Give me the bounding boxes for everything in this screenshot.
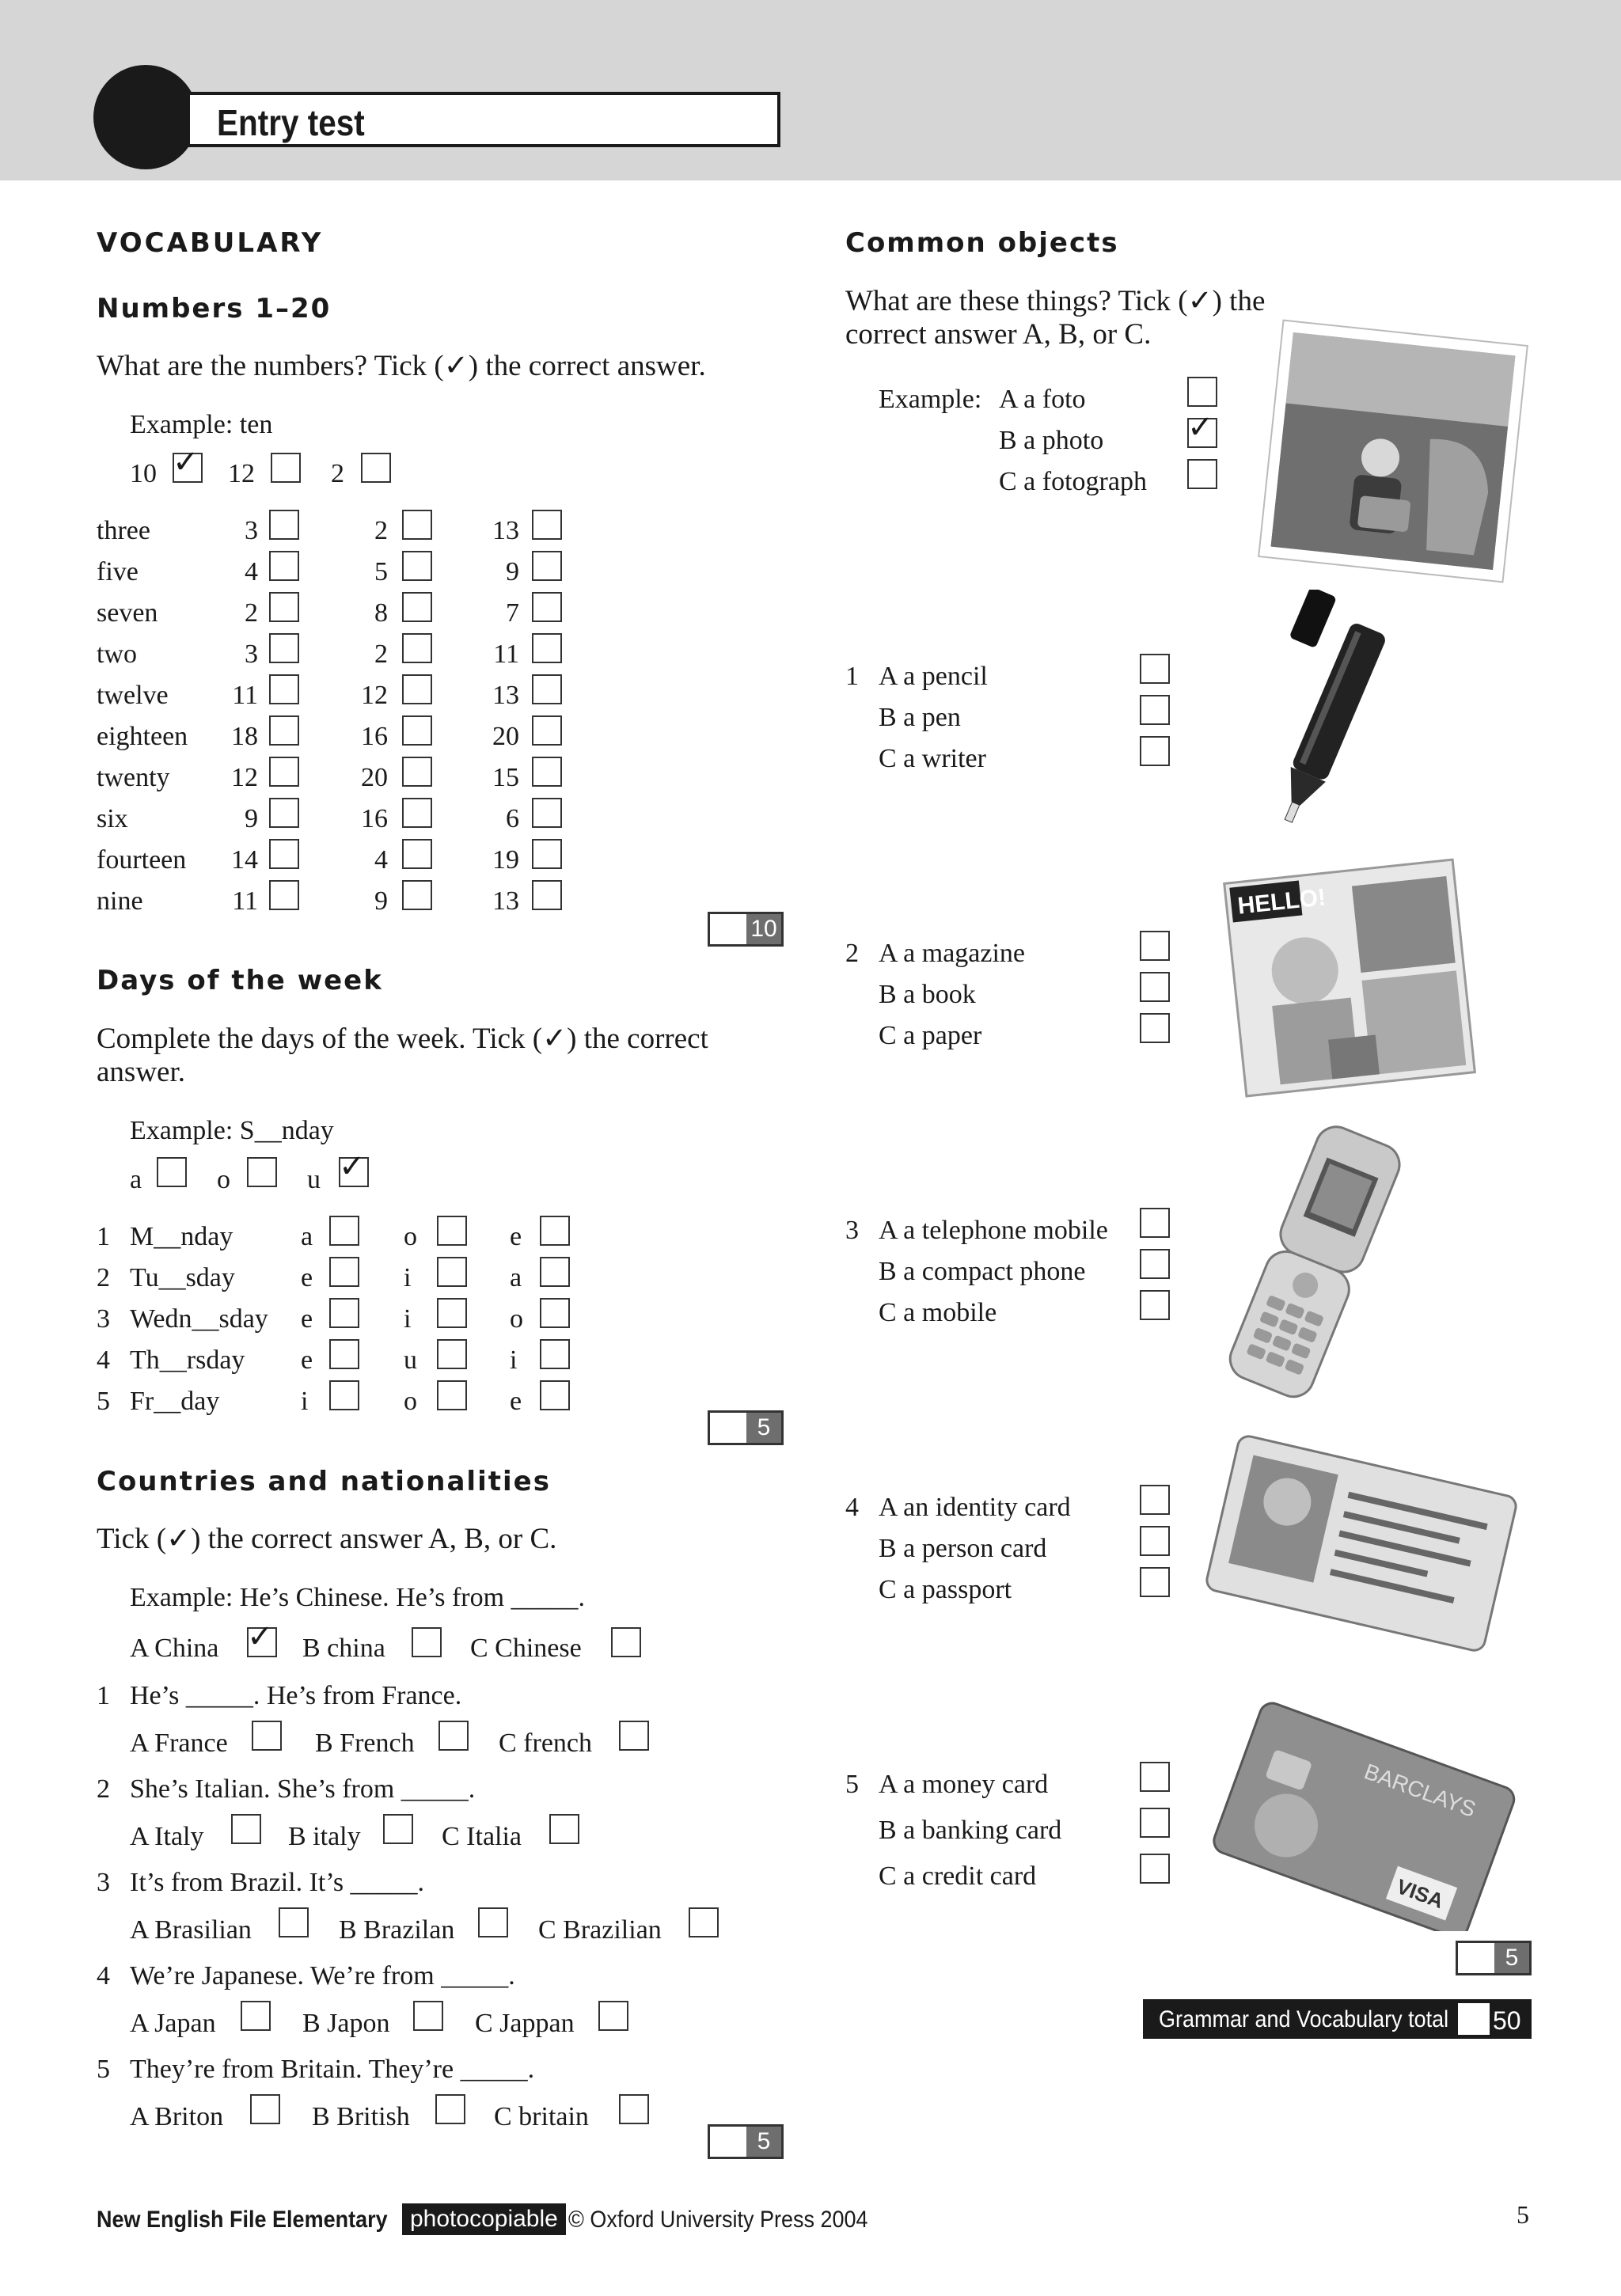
objects-example-label: Example: [879, 385, 982, 414]
example-option: o [217, 1165, 230, 1194]
answer-checkbox[interactable] [1140, 1526, 1170, 1556]
numbers-score: 10 [746, 914, 781, 944]
total-label: Grammar and Vocabulary total [1159, 2006, 1449, 2032]
vocabulary-heading: VOCABULARY [97, 227, 324, 259]
days-heading: Days of the week [97, 965, 383, 996]
answer-checkbox[interactable] [1140, 1762, 1170, 1792]
example-option: 2 [331, 459, 344, 488]
total-bar [1143, 1999, 1532, 2039]
answer-option: B Japon [302, 2009, 390, 2038]
card-brand: BARCLAYS [1361, 1759, 1479, 1822]
answer-option: A an identity card [879, 1493, 1071, 1522]
number-option: 20 [492, 722, 519, 751]
day-word: Fr__day [130, 1387, 220, 1416]
letter-option: u [404, 1345, 417, 1375]
letter-option: i [301, 1387, 309, 1416]
letter-option: e [510, 1387, 522, 1416]
item-number: 5 [97, 1387, 110, 1416]
answer-option: B a banking card [879, 1816, 1062, 1845]
answer-checkbox[interactable] [532, 798, 562, 828]
number-option: 2 [374, 516, 388, 545]
objects-score-box [1456, 1941, 1532, 1975]
magazine-image [1203, 847, 1504, 1108]
number-option: 4 [374, 845, 388, 875]
answer-checkbox[interactable] [1140, 1249, 1170, 1279]
day-word: M__nday [130, 1222, 233, 1251]
answer-checkbox[interactable] [252, 1721, 282, 1751]
example-option: B a photo [999, 426, 1104, 455]
answer-option: C a mobile [879, 1298, 997, 1327]
answer-checkbox[interactable] [412, 1627, 442, 1657]
number-option: 18 [231, 722, 258, 751]
answer-checkbox[interactable] [540, 1339, 570, 1369]
day-word: Tu__sday [130, 1263, 235, 1292]
item-number: 3 [845, 1216, 859, 1245]
number-option: 13 [492, 681, 519, 710]
numbers-instruction: What are the numbers? Tick (✓) the correct answer. [97, 350, 706, 382]
question-text: We’re Japanese. We’re from _____. [130, 1961, 515, 1990]
letter-option: i [510, 1345, 518, 1375]
tick-mark: ✓ [339, 1148, 366, 1185]
example-option: 10 [130, 459, 157, 488]
days-score: 5 [746, 1413, 781, 1443]
countries-example: Example: He’s Chinese. He’s from _____. [130, 1583, 586, 1612]
number-option: 6 [506, 804, 519, 833]
number-option: 3 [245, 639, 258, 669]
answer-checkbox[interactable] [402, 510, 432, 540]
number-word: twenty [97, 763, 170, 792]
number-option: 20 [361, 763, 388, 792]
question-text: They’re from Britain. They’re _____. [130, 2055, 535, 2084]
answer-checkbox[interactable] [1187, 459, 1217, 489]
answer-checkbox[interactable] [279, 1907, 309, 1937]
letter-option: a [301, 1222, 313, 1251]
question-text: She’s Italian. She’s from _____. [130, 1774, 476, 1804]
answer-option: B British [312, 2102, 410, 2131]
tick-mark: ✓ [1187, 409, 1214, 446]
example-option: A China [130, 1634, 219, 1663]
answer-checkbox[interactable] [1140, 654, 1170, 684]
answer-checkbox[interactable] [269, 674, 299, 704]
answer-checkbox[interactable] [532, 510, 562, 540]
objects-heading: Common objects [845, 227, 1119, 259]
footer-copyright: © Oxford University Press 2004 [568, 2207, 868, 2233]
item-number: 4 [845, 1493, 859, 1522]
number-option: 16 [361, 804, 388, 833]
answer-checkbox[interactable] [619, 1721, 649, 1751]
number-option: 12 [231, 763, 258, 792]
answer-option: A Japan [130, 2009, 216, 2038]
answer-option: C Jappan [475, 2009, 575, 2038]
letter-option: o [510, 1304, 523, 1334]
tick-mark: ✓ [173, 444, 199, 480]
answer-option: C Italia [442, 1822, 522, 1851]
number-word: twelve [97, 681, 169, 710]
card-visa-logo: VISA [1393, 1874, 1447, 1914]
number-option: 3 [245, 516, 258, 545]
header-circle [93, 65, 198, 169]
countries-instruction: Tick (✓) the correct answer A, B, or C. [97, 1523, 557, 1555]
answer-checkbox[interactable] [435, 2094, 465, 2124]
countries-score: 5 [746, 2127, 781, 2157]
letter-option: e [301, 1304, 313, 1334]
answer-checkbox[interactable] [402, 798, 432, 828]
item-number: 1 [97, 1222, 110, 1251]
number-word: six [97, 804, 128, 833]
answer-checkbox[interactable] [1140, 1013, 1170, 1043]
answer-option: C a passport [879, 1575, 1012, 1604]
answer-checkbox[interactable] [269, 592, 299, 622]
answer-option: A Briton [130, 2102, 224, 2131]
answer-checkbox[interactable] [619, 2094, 649, 2124]
answer-checkbox[interactable] [1140, 1854, 1170, 1884]
answer-checkbox[interactable] [402, 715, 432, 746]
number-option: 19 [492, 845, 519, 875]
number-word: five [97, 557, 139, 586]
answer-checkbox[interactable] [540, 1298, 570, 1328]
answer-checkbox[interactable] [532, 674, 562, 704]
numbers-heading: Numbers 1–20 [97, 293, 332, 324]
total-answer-box[interactable] [1458, 2003, 1490, 2035]
answer-checkbox[interactable] [231, 1814, 261, 1844]
answer-checkbox[interactable] [540, 1216, 570, 1246]
example-option: C Chinese [470, 1634, 582, 1663]
answer-checkbox[interactable] [478, 1907, 508, 1937]
answer-option: C Brazilian [538, 1915, 662, 1945]
answer-checkbox[interactable] [329, 1339, 359, 1369]
number-word: seven [97, 598, 158, 628]
photo-image [1247, 317, 1539, 586]
answer-checkbox[interactable] [361, 453, 391, 483]
question-text: He’s _____. He’s from France. [130, 1681, 462, 1710]
answer-checkbox[interactable] [437, 1298, 467, 1328]
answer-option: A a money card [879, 1770, 1049, 1799]
letter-option: e [301, 1263, 313, 1292]
countries-score-box [708, 2124, 784, 2159]
objects-score: 5 [1494, 1943, 1529, 1973]
number-option: 8 [374, 598, 388, 628]
number-word: eighteen [97, 722, 188, 751]
tick-mark: ✓ [247, 1619, 274, 1655]
answer-checkbox[interactable] [1140, 736, 1170, 766]
answer-checkbox[interactable] [402, 880, 432, 910]
answer-checkbox[interactable] [247, 1619, 277, 1657]
item-number: 3 [97, 1304, 110, 1334]
answer-checkbox[interactable] [1187, 409, 1217, 448]
answer-checkbox[interactable] [413, 2001, 443, 2031]
answer-checkbox[interactable] [269, 510, 299, 540]
answer-checkbox[interactable] [157, 1157, 187, 1187]
answer-option: C a paper [879, 1021, 982, 1050]
number-option: 9 [245, 804, 258, 833]
number-option: 14 [231, 845, 258, 875]
number-option: 11 [232, 681, 258, 710]
item-number: 4 [97, 1961, 110, 1990]
letter-option: a [510, 1263, 522, 1292]
answer-option: B a book [879, 980, 976, 1009]
item-number: 2 [97, 1263, 110, 1292]
letter-option: o [404, 1222, 417, 1251]
question-text: It’s from Brazil. It’s _____. [130, 1868, 425, 1897]
answer-checkbox[interactable] [402, 551, 432, 581]
answer-checkbox[interactable] [532, 592, 562, 622]
number-option: 13 [492, 886, 519, 916]
item-number: 3 [97, 1868, 110, 1897]
number-option: 2 [245, 598, 258, 628]
number-option: 16 [361, 722, 388, 751]
answer-checkbox[interactable] [1140, 1208, 1170, 1238]
answer-checkbox[interactable] [437, 1339, 467, 1369]
page-number: 5 [1517, 2200, 1529, 2229]
answer-checkbox[interactable] [269, 798, 299, 828]
day-word: Th__rsday [130, 1345, 245, 1375]
answer-checkbox[interactable] [1140, 1290, 1170, 1320]
answer-checkbox[interactable] [383, 1814, 413, 1844]
answer-checkbox[interactable] [1140, 1567, 1170, 1597]
answer-checkbox[interactable] [402, 757, 432, 787]
number-option: 2 [374, 639, 388, 669]
answer-option: A a magazine [879, 939, 1026, 968]
item-number: 2 [97, 1774, 110, 1804]
answer-checkbox[interactable] [339, 1148, 369, 1187]
answer-checkbox[interactable] [1140, 1485, 1170, 1515]
answer-checkbox[interactable] [269, 839, 299, 869]
answer-checkbox[interactable] [532, 633, 562, 663]
number-option: 9 [506, 557, 519, 586]
answer-option: B a person card [879, 1534, 1047, 1563]
number-option: 12 [361, 681, 388, 710]
footer-book-title: New English File Elementary [97, 2207, 388, 2233]
page-title: Entry test [217, 102, 365, 143]
number-option: 11 [232, 886, 258, 916]
answer-checkbox[interactable] [532, 880, 562, 910]
answer-checkbox[interactable] [329, 1298, 359, 1328]
answer-option: B Brazilan [339, 1915, 455, 1945]
number-option: 5 [374, 557, 388, 586]
letter-option: i [404, 1263, 412, 1292]
answer-checkbox[interactable] [269, 757, 299, 787]
answer-option: A France [130, 1729, 228, 1758]
answer-checkbox[interactable] [402, 592, 432, 622]
answer-option: C a writer [879, 744, 986, 773]
letter-option: e [301, 1345, 313, 1375]
answer-option: B a compact phone [879, 1257, 1086, 1286]
answer-option: A a telephone mobile [879, 1216, 1108, 1245]
answer-option: B French [315, 1729, 415, 1758]
answer-checkbox[interactable] [532, 839, 562, 869]
number-option: 11 [493, 639, 519, 669]
days-instruction-2: answer. [97, 1056, 185, 1088]
title-box [187, 92, 780, 147]
mobile-phone-image [1209, 1120, 1423, 1405]
photocopiable-badge: photocopiable [402, 2203, 566, 2235]
answer-checkbox[interactable] [598, 2001, 628, 2031]
example-option: u [307, 1165, 321, 1194]
letter-option: e [510, 1222, 522, 1251]
item-number: 1 [97, 1681, 110, 1710]
magazine-logo: HELLO! [1236, 884, 1327, 920]
answer-option: A a pencil [879, 662, 988, 691]
answer-checkbox[interactable] [1140, 972, 1170, 1002]
header-band [0, 0, 1621, 180]
number-option: 4 [245, 557, 258, 586]
answer-checkbox[interactable] [329, 1216, 359, 1246]
answer-checkbox[interactable] [402, 633, 432, 663]
answer-checkbox[interactable] [173, 444, 203, 483]
answer-checkbox[interactable] [402, 839, 432, 869]
answer-checkbox[interactable] [269, 715, 299, 746]
example-option: A a foto [999, 385, 1086, 414]
answer-checkbox[interactable] [437, 1216, 467, 1246]
example-option: 12 [228, 459, 255, 488]
number-option: 9 [374, 886, 388, 916]
answer-checkbox[interactable] [1140, 695, 1170, 725]
number-option: 15 [492, 763, 519, 792]
answer-checkbox[interactable] [532, 715, 562, 746]
answer-checkbox[interactable] [269, 880, 299, 910]
answer-checkbox[interactable] [1187, 377, 1217, 407]
example-option: B china [302, 1634, 385, 1663]
answer-option: C britain [494, 2102, 589, 2131]
example-option: C a fotograph [999, 467, 1147, 496]
answer-option: C a credit card [879, 1861, 1037, 1891]
answer-checkbox[interactable] [437, 1257, 467, 1287]
days-example: Example: S__nday [130, 1116, 334, 1145]
answer-checkbox[interactable] [247, 1157, 277, 1187]
item-number: 4 [97, 1345, 110, 1375]
number-option: 13 [492, 516, 519, 545]
item-number: 2 [845, 939, 859, 968]
pen-image [1219, 590, 1409, 835]
answer-checkbox[interactable] [689, 1907, 719, 1937]
days-instruction-1: Complete the days of the week. Tick (✓) the correct [97, 1023, 708, 1055]
answer-checkbox[interactable] [1140, 931, 1170, 961]
letter-option: i [404, 1304, 412, 1334]
answer-option: B a pen [879, 703, 961, 732]
total-value: 50 [1493, 2006, 1521, 2035]
number-word: fourteen [97, 845, 187, 875]
numbers-score-box [708, 912, 784, 947]
number-word: two [97, 639, 137, 669]
answer-option: C french [499, 1729, 593, 1758]
credit-card-image [1199, 1702, 1532, 1931]
objects-instruction-1: What are these things? Tick (✓) the [845, 285, 1266, 317]
number-option: 7 [506, 598, 519, 628]
answer-checkbox[interactable] [540, 1257, 570, 1287]
countries-heading: Countries and nationalities [97, 1466, 551, 1497]
answer-checkbox[interactable] [250, 2094, 280, 2124]
answer-checkbox[interactable] [549, 1814, 579, 1844]
days-score-box [708, 1410, 784, 1445]
identity-card-image [1195, 1425, 1528, 1662]
answer-checkbox[interactable] [269, 551, 299, 581]
answer-checkbox[interactable] [540, 1380, 570, 1410]
item-number: 1 [845, 662, 859, 691]
item-number: 5 [97, 2055, 110, 2084]
answer-checkbox[interactable] [271, 453, 301, 483]
letter-option: o [404, 1387, 417, 1416]
day-word: Wedn__sday [130, 1304, 268, 1334]
answer-checkbox[interactable] [402, 674, 432, 704]
answer-checkbox[interactable] [269, 633, 299, 663]
answer-checkbox[interactable] [438, 1721, 469, 1751]
answer-checkbox[interactable] [329, 1380, 359, 1410]
answer-checkbox[interactable] [532, 757, 562, 787]
answer-checkbox[interactable] [532, 551, 562, 581]
number-word: three [97, 516, 150, 545]
answer-checkbox[interactable] [329, 1257, 359, 1287]
answer-checkbox[interactable] [241, 2001, 271, 2031]
item-number: 5 [845, 1770, 859, 1799]
answer-option: A Italy [130, 1822, 204, 1851]
numbers-example: Example: ten [130, 410, 273, 439]
answer-checkbox[interactable] [437, 1380, 467, 1410]
objects-instruction-2: correct answer A, B, or C. [845, 318, 1152, 351]
answer-option: B italy [288, 1822, 361, 1851]
answer-checkbox[interactable] [611, 1627, 641, 1657]
number-word: nine [97, 886, 143, 916]
answer-checkbox[interactable] [1140, 1808, 1170, 1838]
example-option: a [130, 1165, 142, 1194]
answer-option: A Brasilian [130, 1915, 252, 1945]
